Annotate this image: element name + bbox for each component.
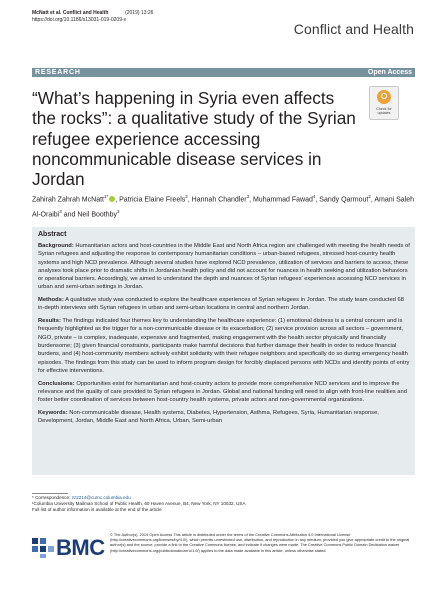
author-name[interactable]: , Sandy Qarmout	[315, 196, 369, 204]
background-label: Background:	[38, 243, 74, 249]
author-list	[32, 191, 415, 221]
open-access-label: Open Access	[367, 69, 412, 76]
keywords-label: Keywords:	[38, 409, 68, 416]
methods-label: Methods:	[38, 297, 64, 304]
correspondence-label: * Correspondence:	[32, 495, 71, 500]
footnotes	[32, 495, 415, 513]
background-text: Humanitarian actors and host-countries in the Middle East and North Africa region are challenged with meeting the health needs of Syrian refugees and adjusting the response to contemporary humanitarian conditions – urban-based refugees, stressed host-country health systems and high NCD prevalence. Although several studies have explored NCD prevalence, utilization of services and barriers to access, these analyses took place prior to dramatic shifts in Jordanian health policy and did not account for nuances in health seeking and utilization behaviors or operational barriers. Accordingly, we aimed to understand the depth and nuances of Syrian refugees' experiences accessing NCD services in urban and semi-urban settings in Jordan.	[38, 243, 410, 291]
check-updates-label: Check for updates	[376, 107, 392, 116]
bmc-logo-icon	[32, 538, 54, 558]
footnote-divider	[32, 493, 68, 494]
abstract-background	[38, 242, 410, 292]
author-name[interactable]: , Patricia Elaine Freels	[115, 196, 186, 204]
author-name[interactable]: , Amani Saleh Al-Oraibi	[32, 196, 415, 219]
author-affiliation: 3	[59, 208, 62, 214]
article-title: “What’s happening in Syria even affects the rocks”: a qualitative study of the Syrian refugee experience accessing noncommunicable disease services in Jordan	[32, 88, 356, 190]
author-affiliation: 2	[368, 194, 371, 199]
author-affiliation: 3	[117, 208, 120, 214]
doi-link[interactable]: https://doi.org/10.1186/s13031-019-0209-x	[32, 17, 127, 23]
bmc-logo-text: BMC	[56, 535, 105, 560]
abstract-keywords	[38, 409, 410, 426]
author-info-note: Full list of author information is available at the end of the article	[32, 507, 162, 513]
results-label: Results:	[38, 318, 61, 325]
keywords-text: Non-communicable disease, Health systems, Diabetes, Hypertension, Asthma, Refugees, Syria, Humanitarian response, Development, Jordan, Middle East and North Africa, Urban, Semi-urban	[38, 409, 379, 425]
article-type-label: RESEARCH	[35, 69, 81, 76]
author-affiliation: 4	[312, 194, 316, 199]
abstract-heading: Abstract	[38, 231, 67, 238]
check-updates-icon	[377, 90, 391, 104]
affiliation-1: ¹Columbia University Mailman School of Public Health, 60 Haven Avenue, B4, New York, NY 10032, USA	[32, 501, 246, 507]
bmc-logo	[32, 536, 106, 560]
conclusions-label: Conclusions:	[38, 380, 75, 387]
abstract-box	[32, 227, 415, 475]
check-for-updates-button[interactable]	[369, 86, 399, 120]
citation-year: (2019) 13:26	[125, 10, 154, 16]
license-statement: © The Author(s). 2019 Open Access This article is distributed under the terms of the Creative Commons Attribution 4.0 International License (http://creativecommons.org/licenses/by/4.0/), which permits unrestricted use, distribution, and reproduction in any medium, provided you give appropriate credit to the original author(s) and the source, provide a link to the Creative Commons license, and indicate if changes were made. The Creative Commons Public Domain Dedication waiver (http://creativecommons.org/publicdomain/zero/1.0/) applies to the data made available in this article, unless otherwise stated.	[110, 532, 410, 553]
conclusions-text: Opportunities exist for humanitarian and host-country actors to provide more comprehensive NCD services and to improve the relevance and the quality of care provided to Syrian refugees in Jordan. Global and national funding will need to align with front-line realities and foster better coordination of services between host-country health systems, private actors and non-governmental organizations.	[38, 380, 407, 404]
citation-journal: McNatt et al. Conflict and Health	[32, 10, 109, 16]
correspondence-email[interactable]: zz2214@cumc.columbia.edu	[71, 495, 131, 500]
author-affiliation: 2	[185, 194, 188, 199]
journal-name: Conflict and Health	[293, 21, 414, 37]
methods-text: A qualitative study was conducted to explore the healthcare experiences of Syrian refugees in Jordan. The study team conducted 68 in-depth interviews with Syrian refugees in urban and semi-urban locations in central and northern Jordan.	[38, 297, 404, 312]
author-affiliation: 3	[246, 194, 250, 199]
abstract-body	[38, 242, 410, 430]
author-affiliation: 1*	[103, 194, 109, 199]
author-name[interactable]: Zahirah Zahrah McNatt	[32, 196, 104, 204]
abstract-methods	[38, 296, 410, 313]
author-name[interactable]: and Neil Boothby	[61, 211, 118, 219]
abstract-conclusions	[38, 380, 410, 405]
abstract-results	[38, 317, 410, 375]
results-text: The findings indicated four themes key to understanding the healthcare experience: (1) emotional distress is a central concern and is frequently highlighted as the trigger for a non-communicable disease or its exacerbation; (2) service provision across all sectors – government, NGO, private – is complex, inadequate, expensive and fragmented, making engagement with the health sector physically and financially burdensome; (3) given financial constraints, participants make harmful decisions that further damage their health in order to reduce financial burdens, and (4) host-community members actively exhibit solidarity with their refugee neighbors and specifically do so during emergency health episodes. The findings from this study can be used to inform program design for forcibly displaced persons with NCDs and identify points of entry for effective interventions.	[38, 318, 410, 374]
author-name[interactable]: , Hannah Chandler	[187, 196, 247, 204]
section-bar	[32, 68, 415, 77]
citation-header	[32, 10, 153, 24]
author-name[interactable]: , Muhammad Fawad	[249, 196, 313, 204]
